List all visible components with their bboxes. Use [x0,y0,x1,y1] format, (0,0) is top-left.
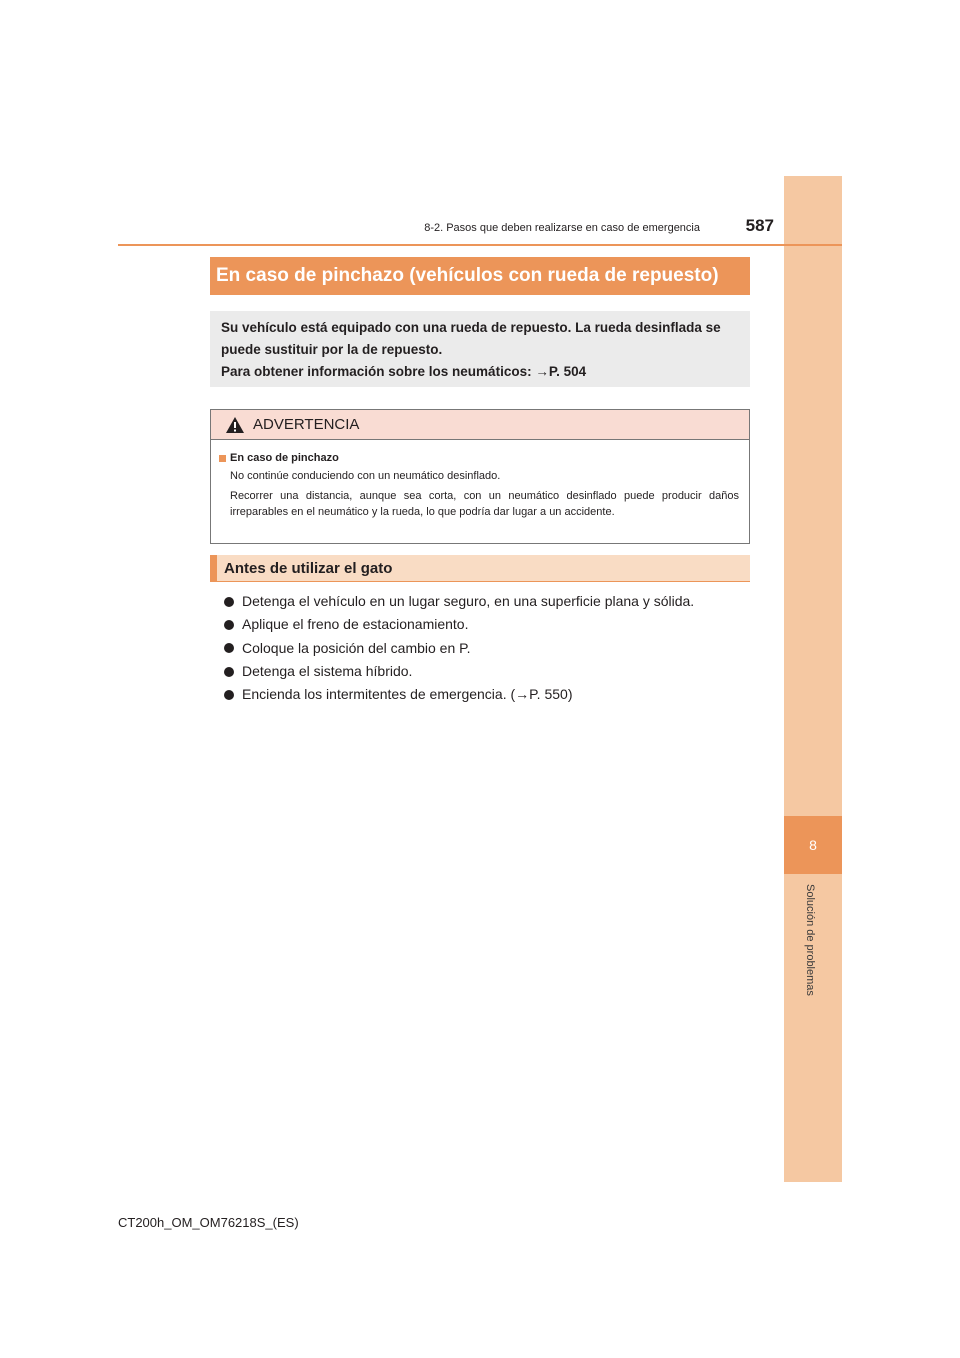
list-item: Coloque la posición del cambio en P. [224,637,744,660]
warning-subheading [219,450,739,466]
bullet-icon [224,690,234,700]
warning-triangle-icon [225,416,245,434]
warning-box [210,409,750,544]
list-item: Detenga el sistema híbrido. [224,660,744,683]
bullet-icon [224,667,234,677]
header-section: 8-2. Pasos que deben realizarse en caso de emergencia [424,222,700,234]
bullet-icon [224,597,234,607]
warning-heading: ADVERTENCIA [253,416,360,433]
intro-box [210,311,750,387]
side-tab [784,176,842,1182]
header-divider [118,244,842,246]
bullet-icon [224,643,234,653]
square-bullet-icon [219,455,226,462]
intro-line-3: Para obtener información sobre los neumáticos: →P. 504 [221,364,587,379]
list-item: Aplique el freno de estacionamiento. [224,613,744,636]
chapter-number: 8 [784,816,842,874]
intro-line-2: puede sustituir por la de repuesto. [221,342,443,357]
page-title: En caso de pinchazo (vehículos con rueda de repuesto) [210,257,750,295]
warning-paragraph-2: Recorrer una distancia, aunque sea corta, con un neumático desinflado puede producir daños irreparables en el neumático y la rueda, lo que podría dar lugar a un accidente. [230,490,739,518]
chapter-label: Solución de problemas [804,884,816,996]
warning-header [211,410,749,440]
page-number: 587 [745,216,774,235]
warning-subheading-text: En caso de pinchazo [230,452,339,464]
bullet-icon [224,620,234,630]
list-item: Detenga el vehículo en un lugar seguro, en una superficie plana y sólida. [224,590,744,613]
intro-line-1: Su vehículo está equipado con una rueda de repuesto. La rueda desinflada se [221,320,721,335]
steps-list [224,590,744,706]
list-item: Encienda los intermitentes de emergencia. (→P. 550) [224,683,744,706]
section-heading: Antes de utilizar el gato [210,555,750,582]
document-code: CT200h_OM_OM76218S_(ES) [118,1215,299,1230]
warning-body [211,440,749,520]
warning-paragraph-1: No continúe conduciendo con un neumático desinflado. [230,470,501,482]
